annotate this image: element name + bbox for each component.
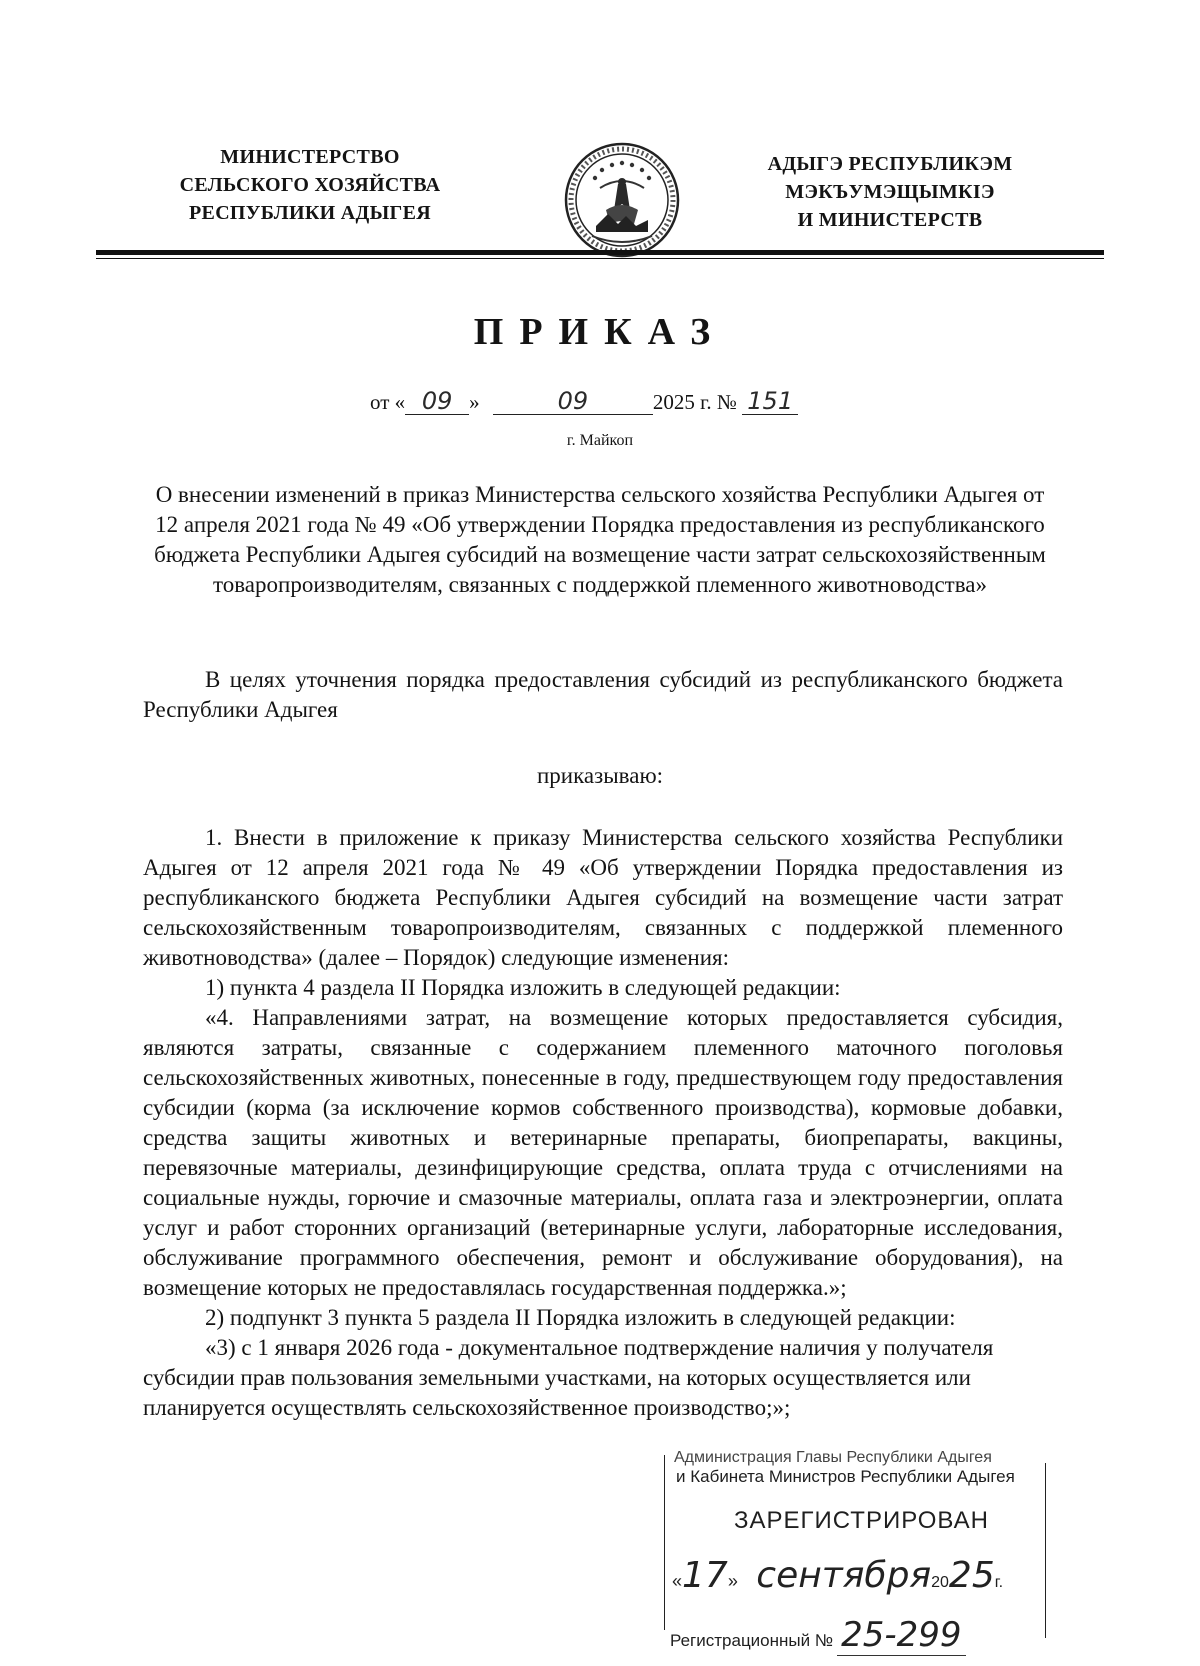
body-paragraph: 2) подпункт 3 пункта 5 раздела II Порядка изложить в следующей редакции: [205, 1305, 956, 1330]
header-divider [96, 250, 1104, 255]
order-number: 151 [742, 388, 798, 415]
order-date-line [370, 388, 798, 422]
ministry-name-line: И МИНИСТЕРСТВ [797, 209, 983, 231]
body-paragraph: «3) с 1 января 2026 года - документальное подтверждение наличия у получателя субсидии прав пользования земельными участками, на которых осуществляется или планируется осуществлять сельскохозяйственное производство;»; [143, 1335, 994, 1420]
city: г. Майкоп [566, 432, 634, 449]
document-subject: О внесении изменений в приказ Министерства сельского хозяйства Республики Адыгея от 12 апреля 2021 года № 49 «Об утверждении Порядка предоставления из республиканского бюджета Республики Адыгея субсидий на возмещение части затрат сельскохозяйственным товаропроизводителям, связанных с поддержкой племенного животноводства» [154, 482, 1046, 597]
stamp-frame [664, 1455, 665, 1630]
date-prefix: от « [370, 390, 406, 414]
stamp-date [672, 1555, 1042, 1595]
ministry-name-adyghe [700, 150, 1080, 234]
stamp-frame [1045, 1463, 1046, 1638]
order-year: 2025 г. № [652, 390, 737, 414]
stamp-year-suffix: 25 [948, 1555, 995, 1596]
body-paragraph: «4. Направлениями затрат, на возмещение которых предоставляется субсидия, являются затраты, связанные с содержанием племенного маточного поголовья сельскохозяйственных животных, понесенные в году, предшествующем году предоставления субсидии (корма (за исключение кормов собственного производства), кормовые добавки, средства защиты животных и ветеринарные препараты, биопрепараты, вакцины, перевязочные материалы, дезинфицирующие средства, оплата труда с отчислениями на социальные нужды, горючие и смазочные материалы, оплата газа и электроэнергии, оплата услуг и работ сторонних организаций (ветеринарные услуги, лабораторные исследования, обслуживание программного обеспечения, ремонт и обслуживание оборудования), на возмещение которых не предоставлялась государственная поддержка.»; [143, 1005, 1063, 1300]
document-body [143, 823, 1063, 1423]
stamp-day: 17 [682, 1555, 728, 1596]
stamp-number-value: 25-299 [837, 1615, 965, 1656]
order-day: 09 [405, 388, 469, 415]
stamp-number-label: Регистрационный № [670, 1631, 834, 1650]
stamp-registered-label: ЗАРЕГИСТРИРОВАН [734, 1507, 989, 1534]
ministry-name-line: СЕЛЬСКОГО ХОЗЯЙСТВА [179, 174, 441, 196]
stamp-month: сентября [756, 1555, 932, 1596]
stamp-year-end: г. [994, 1574, 1004, 1591]
stamp-year-prefix: 20 [931, 1574, 949, 1591]
adygea-coat-of-arms-icon [562, 140, 682, 260]
header-divider-thin [96, 258, 1104, 259]
order-month: 09 [493, 388, 653, 415]
stamp-organization-line: Администрация Главы Республики Адыгея [674, 1449, 992, 1466]
stamp-registration-number [670, 1615, 1040, 1656]
body-paragraph: 1. Внести в приложение к приказу Министерства сельского хозяйства Республики Адыгея от 12 апреля 2021 года № 49 «Об утверждении Порядка предоставления из республиканского бюджета Республики Адыгея субсидий на возмещение части затрат сельскохозяйственным товаропроизводителям, связанных с поддержкой племенного животноводства» (далее – Порядок) следующие изменения: [143, 825, 1063, 970]
ministry-name-russian [120, 143, 500, 227]
registration-stamp [664, 1449, 1054, 1660]
document-title: ПРИКАЗ [473, 311, 727, 353]
ministry-name-line: МИНИСТЕРСТВО [220, 146, 400, 168]
stamp-organization-line: и Кабинета Министров Республики Адыгея [676, 1467, 1015, 1486]
ministry-name-line: РЕСПУБЛИКИ АДЫГЕЯ [189, 202, 431, 224]
date-mid: » [469, 390, 480, 414]
ministry-name-line: МЭКЪУМЭЩЫМКIЭ [785, 181, 995, 203]
orders-word: приказываю: [536, 763, 664, 788]
preamble: В целях уточнения порядка предоставления субсидий из республиканского бюджета Республики Адыгея [143, 667, 1063, 722]
stamp-close-quote: » [727, 1571, 738, 1591]
stamp-open-quote: « [672, 1571, 683, 1591]
body-paragraph: 1) пункта 4 раздела II Порядка изложить в следующей редакции: [205, 975, 841, 1000]
ministry-name-line: АДЫГЭ РЕСПУБЛИКЭМ [767, 153, 1013, 175]
